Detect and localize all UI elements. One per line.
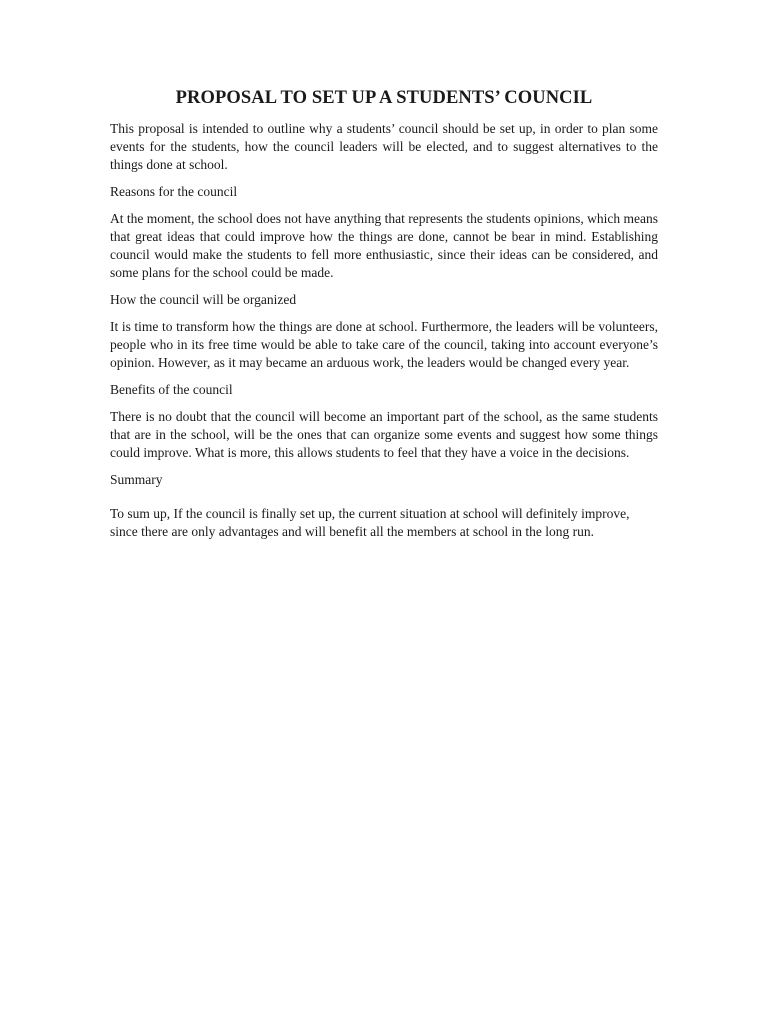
section-body-benefits: There is no doubt that the council will become an important part of the school, as the same students that are in the school, will be the ones that can organize some events and suggest how some things could improve. What is more, this allows students to feel that they have a voice in the decisions.: [110, 409, 658, 460]
section-body-organization: It is time to transform how the things are done at school. Furthermore, the leaders will be volunteers, people who in its free time would be able to take care of the council, taking into account everyone’s opinion. However, as it may became an arduous work, the leaders would be changed every year.: [110, 319, 658, 370]
document-title: PROPOSAL TO SET UP A STUDENTS’ COUNCIL: [175, 88, 593, 108]
document-page: [110, 86, 658, 550]
section-heading-benefits: Benefits of the council: [110, 382, 233, 397]
section-heading-organization: How the council will be organized: [110, 292, 297, 307]
section-body-summary: To sum up, If the council is finally set up, the current situation at school will definitely improve, since there are only advantages and will benefit all the members at school in the long run.: [110, 506, 630, 539]
section-body-reasons: At the moment, the school does not have anything that represents the students opinions, which means that great ideas that could improve how the things are done, cannot be bear in mind. Establishing council would make the students to fell more enthusiastic, since their ideas can be considered, and some plans for the school could be made.: [110, 211, 658, 280]
section-heading-summary: Summary: [110, 472, 163, 487]
intro-paragraph: This proposal is intended to outline why a students’ council should be set up, in order to plan some events for the students, how the council leaders will be elected, and to suggest alternatives to the things done at school.: [110, 121, 658, 172]
section-heading-reasons: Reasons for the council: [110, 184, 238, 199]
